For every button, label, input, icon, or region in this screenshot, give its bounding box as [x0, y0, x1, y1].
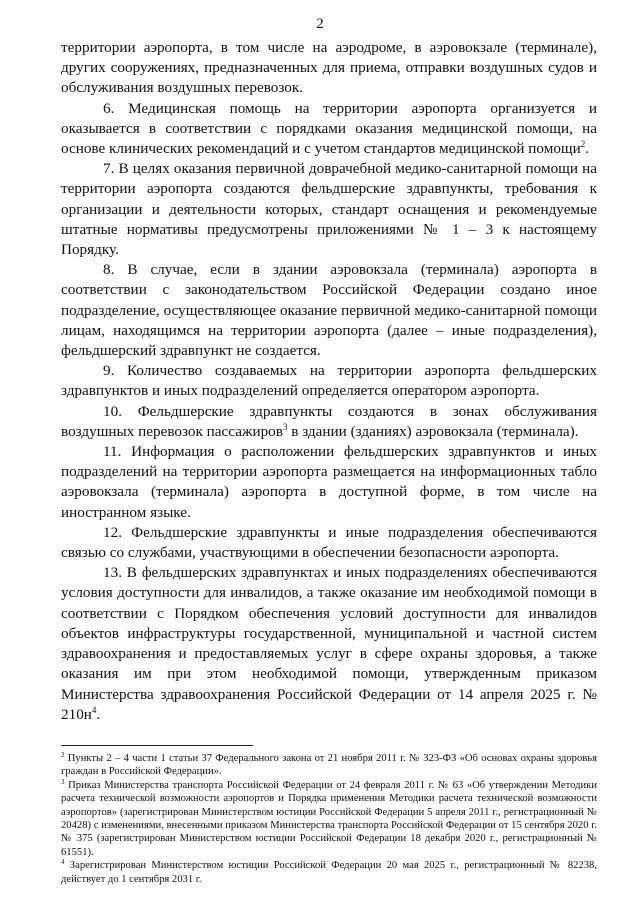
paragraph-11: 11. Информация о расположении фельдшерских здравпунктов и иных подразделений на территории аэропорта размещается на информационных табло аэровокзала (терминала) аэропорта в доступной форме, в том числе на иностранном языке.	[61, 443, 597, 521]
paragraph-13: 13. В фельдшерских здравпунктах и иных подразделениях обеспечиваются условия доступности для инвалидов, а также оказание им необходимой помощи в соответствии с Порядком обеспечения условий доступности для инвалидов объектов инфраструктуры государственной, муниципальной и частной систем здравоохранения и предоставляемых услуг в сфере охраны здоровья, а также оказания им при этом необходимой помощи, утвержденным приказом Министерства здравоохранения Российской Федерации от 14 апреля 2025 г. № $210н^4$.	[61, 564, 597, 723]
footnote-ref-4: 4	[91, 704, 97, 715]
footnote-mark: 4	[61, 858, 65, 867]
footnote-3: $^3$ Приказ Министерства транспорта Российской Федерации от 24 февраля 2011 г. № 63 «Об утверждении Методики расчета технической возможности аэропортов и Порядка применения Методики расчета технической возможности аэропортов» (зарегистрирован Министерством юстиции Российской Федерации 5 апреля 2011 г., регистрационный № 20428) с изменениями, внесенными приказом Министерства транспорта Российской Федерации от 15 сентября 2020 г. № 375 (зарегистрирован Министерством юстиции Российской Федерации 18 декабря 2020 г., регистрационный № 61551).	[61, 777, 597, 858]
footnote-mark: 2	[61, 751, 65, 759]
paragraph-6: 6. Медицинская помощь на территории аэропорта организуется и оказывается в соответствии с порядками оказания медицинской помощи, на основе клинических рекомендаций и с учетом стандартов медицинской помощи$^2$.	[61, 99, 597, 158]
paragraph-12: 12. Фельдшерские здравпункты и иные подразделения обеспечиваются связью со службами, участвующими в обеспечении безопасности аэропорта.	[61, 523, 597, 562]
footnotes	[61, 752, 597, 886]
paragraph-8: 8. В случае, если в здании аэровокзала (терминала) аэропорта в соответствии с законодательством Российской Федерации создано иное подразделение, осуществляющее оказание первичной медико-санитарной помощи лицам, находящимся на территории аэропорта (далее – иные подразделения), фельдшерский здравпункт не создается.	[61, 261, 597, 360]
footnote-separator	[61, 745, 253, 746]
paragraph-7: 7. В целях оказания первичной доврачебной медико-санитарной помощи на территории аэропорта создаются фельдшерские здравпункты, требования к организации и деятельности которых, стандарт оснащения и рекомендуемые штатные нормативы предусмотрены приложениями № 1 – 3 к настоящему Порядку.	[61, 160, 597, 259]
footnote-ref-2: 2	[580, 139, 586, 150]
footnote-4: $^4$ Зарегистрирован Министерством юстиции Российской Федерации 20 мая 2025 г., регистрационный № 82238, действует до 1 сентября 2031 г.	[61, 858, 597, 885]
page-number: 2	[316, 16, 324, 32]
paragraph-9: 9. Количество создаваемых на территории аэропорта фельдшерских здравпунктов и иных подразделений определяется оператором аэропорта.	[61, 362, 597, 400]
paragraph-continuation: территории аэропорта, в том числе на аэродроме, в аэровокзале (терминале), других сооружениях, предназначенных для приема, отправки воздушных судов и обслуживания воздушных перевозок.	[61, 39, 597, 97]
paragraph-10: 10. Фельдшерские здравпункты создаются в зонах обслуживания воздушных перевозок пассажиров$^3$ в здании (зданиях) аэровокзала (терминала).	[61, 402, 597, 440]
footnote-2: $^2$ Пункты 2 – 4 части 1 статьи 37 Федерального закона от 21 ноября 2011 г. № 323-ФЗ «Об основах охраны здоровья граждан в Российской Федерации».	[61, 751, 597, 778]
footnote-ref-3: 3	[282, 421, 288, 432]
footnote-mark: 3	[61, 777, 65, 786]
document-body	[61, 38, 597, 725]
